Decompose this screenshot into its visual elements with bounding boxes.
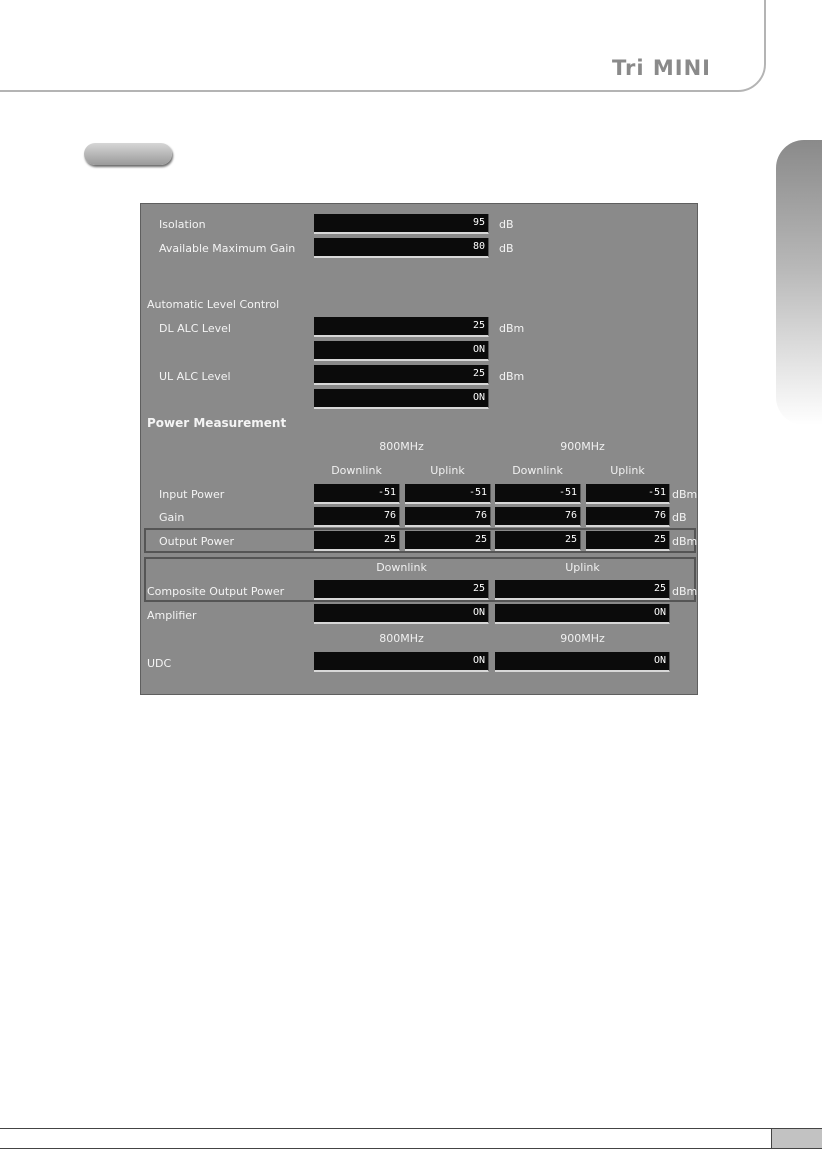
output-power-unit: dBm xyxy=(672,535,698,548)
output-power-value[interactable]: 25 xyxy=(586,531,670,551)
col-header-uplink: Uplink xyxy=(430,464,465,477)
isolation-unit: dB xyxy=(499,218,514,231)
composite-ul-value[interactable]: 25 xyxy=(495,580,670,600)
isolation-label: Isolation xyxy=(159,218,206,231)
dl-alc-value[interactable]: 25 xyxy=(314,317,489,337)
gain-value[interactable]: 76 xyxy=(586,507,670,527)
input-power-value[interactable]: -51 xyxy=(495,484,581,504)
composite-dl-value[interactable]: 25 xyxy=(314,580,489,600)
settings-panel xyxy=(140,203,698,695)
composite-downlink-header: Downlink xyxy=(376,561,427,574)
amplifier-dl-state[interactable]: ON xyxy=(314,604,489,624)
section-pill xyxy=(84,143,172,165)
amplifier-ul-state[interactable]: ON xyxy=(495,604,670,624)
udc-band-800-header: 800MHz xyxy=(379,632,424,645)
gain-label: Gain xyxy=(159,511,185,524)
input-power-unit: dBm xyxy=(672,488,698,501)
output-power-label: Output Power xyxy=(159,535,234,548)
input-power-value[interactable]: -51 xyxy=(586,484,670,504)
udc-900-state[interactable]: ON xyxy=(495,652,670,672)
udc-label: UDC xyxy=(147,657,172,670)
output-power-value[interactable]: 25 xyxy=(405,531,491,551)
ul-alc-state[interactable]: ON xyxy=(314,389,489,409)
dl-alc-label: DL ALC Level xyxy=(159,322,231,335)
output-power-value[interactable]: 25 xyxy=(314,531,400,551)
dl-alc-state[interactable]: ON xyxy=(314,341,489,361)
udc-800-state[interactable]: ON xyxy=(314,652,489,672)
udc-band-900-header: 900MHz xyxy=(560,632,605,645)
footer-rule-top xyxy=(0,1128,822,1129)
page-number-box xyxy=(771,1129,822,1148)
output-power-value[interactable]: 25 xyxy=(495,531,581,551)
gain-value[interactable]: 76 xyxy=(495,507,581,527)
band-900-header: 900MHz xyxy=(560,440,605,453)
dl-alc-unit: dBm xyxy=(499,322,525,335)
footer-rule-bottom xyxy=(0,1148,822,1149)
max-gain-unit: dB xyxy=(499,242,514,255)
input-power-value[interactable]: -51 xyxy=(314,484,400,504)
input-power-label: Input Power xyxy=(159,488,225,501)
composite-output-label: Composite Output Power xyxy=(147,585,285,598)
brand-logo: Tri MINI xyxy=(612,56,711,80)
gain-value[interactable]: 76 xyxy=(314,507,400,527)
isolation-value[interactable]: 95 xyxy=(314,214,489,234)
ul-alc-value[interactable]: 25 xyxy=(314,365,489,385)
ul-alc-unit: dBm xyxy=(499,370,525,383)
ul-alc-label: UL ALC Level xyxy=(159,370,231,383)
max-gain-value[interactable]: 80 xyxy=(314,238,489,258)
power-section-title: Power Measurement xyxy=(147,416,287,430)
col-header-downlink: Downlink xyxy=(512,464,563,477)
gain-unit: dB xyxy=(672,511,687,524)
col-header-uplink: Uplink xyxy=(610,464,645,477)
side-chapter-tab xyxy=(776,140,822,425)
gain-value[interactable]: 76 xyxy=(405,507,491,527)
amplifier-label: Amplifier xyxy=(147,609,197,622)
alc-section-title: Automatic Level Control xyxy=(147,298,280,311)
input-power-value[interactable]: -51 xyxy=(405,484,491,504)
max-gain-label: Available Maximum Gain xyxy=(159,242,296,255)
composite-uplink-header: Uplink xyxy=(565,561,600,574)
composite-unit: dBm xyxy=(672,585,698,598)
col-header-downlink: Downlink xyxy=(331,464,382,477)
band-800-header: 800MHz xyxy=(379,440,424,453)
